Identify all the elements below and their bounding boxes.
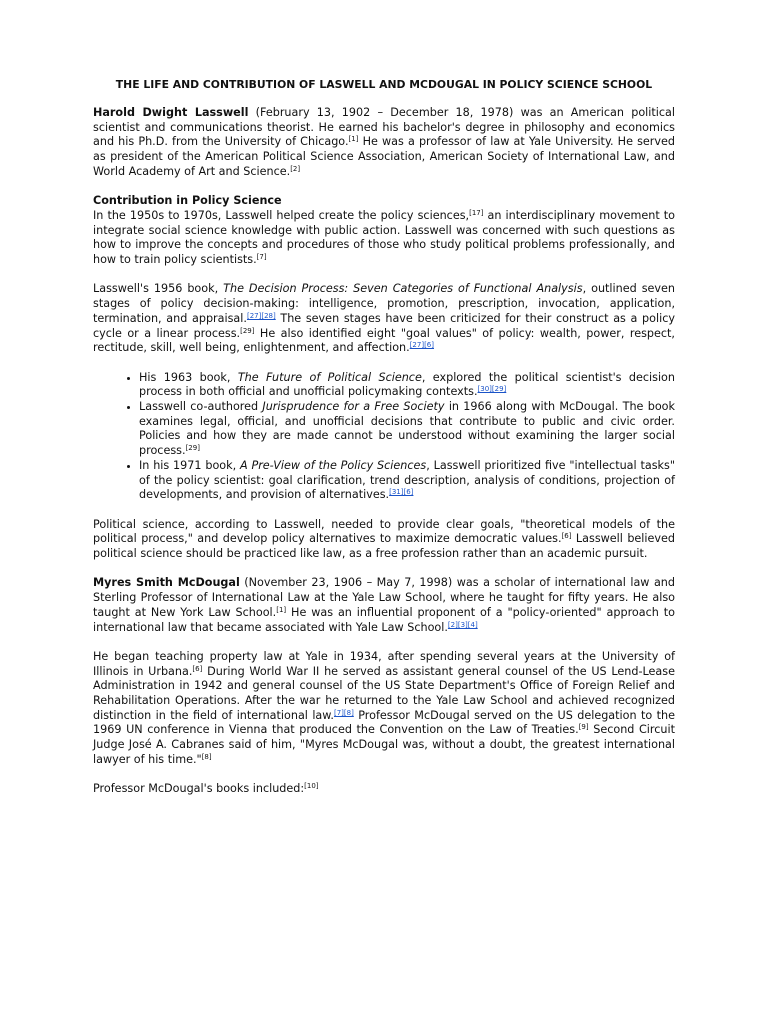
- citation: [17]: [469, 208, 484, 217]
- citation: [1]: [348, 135, 359, 144]
- citation: [8]: [201, 752, 212, 761]
- book-title: Jurisprudence for a Free Society: [262, 400, 445, 414]
- decision-process-paragraph: Lasswell's 1956 book, The Decision Process: Seven Categories of Functional Analysis, outlined seven stages of policy decision-making: intelligence, promotion, prescription, invocation, application, termination, and appraisal.[27][28] The seven stages have been criticized for their construct as a policy cycle or a linear process.[29] He also identified eight "goal values" of policy: wealth, power, respect, rectitude, skill, well being, enlightenment, and affection.[27][6]: [93, 282, 675, 355]
- list-item: • His 1963 book, The Future of Political Science, explored the political scientist's decision process in both official and unofficial policymaking contexts.[30][29]: [139, 371, 675, 400]
- book-title: A Pre-View of the Policy Sciences: [239, 458, 427, 472]
- mcdougal-bio-paragraph: Myres Smith McDougal (November 23, 1906 – May 7, 1998) was a scholar of international law and Sterling Professor of International Law at the Yale Law School, where he taught for fifty years. He also taught at New York Law School.[1] He was an influential proponent of a "policy-oriented" approach to international law that became associated with Yale Law School.[2][3][4]: [93, 576, 675, 634]
- citation: [29]: [240, 326, 255, 335]
- citation-link[interactable]: [27][6]: [409, 341, 434, 350]
- citation: [7]: [256, 253, 267, 262]
- citation: [29]: [185, 444, 200, 453]
- books-intro-paragraph: Professor McDougal's books included:[10]: [93, 782, 319, 796]
- book-title: The Future of Political Science: [237, 370, 422, 384]
- lasswell-name: Harold Dwight Lasswell: [93, 106, 249, 119]
- political-science-paragraph: Political science, according to Lasswell, needed to provide clear goals, "theoretical models of the political process," and develop policy alternatives to maximize democratic values.[6] Lasswell believed political science should be practiced like law, as a free profession rather than an academic pursuit.: [93, 517, 676, 561]
- mcdougal-name: Myres Smith McDougal: [93, 576, 240, 590]
- citation-link[interactable]: [30][29]: [477, 385, 507, 394]
- citation-link[interactable]: [2][3][4]: [447, 620, 478, 629]
- citation: [9]: [578, 723, 589, 732]
- list-item: • Lasswell co-authored Jurisprudence for a Free Society in 1966 along with McDougal. The book examines legal, official, and unofficial decisions that contribute to public and civic order. Policies and how they are made cannot be understood without examining the larger social process.[29]: [139, 400, 675, 459]
- citation: [10]: [304, 782, 319, 791]
- citation: [6]: [561, 532, 572, 541]
- contribution-heading: Contribution in Policy Science: [93, 194, 282, 208]
- mcdougal-career-paragraph: He began teaching property law at Yale in 1934, after spending several years at the University of Illinois in Urbana.[6] During World War II he served as assistant general counsel of the US Lend-Lease Administration in 1942 and general counsel of the US State Department's Office of Foreign Relief and Rehabilitation Operations. After the war he returned to the Yale Law School and achieved recognized distinction in the field of international law.[7][8] Professor McDougal served on the US delegation to the 1969 UN conference in Vienna that produced the Convention on the Law of Treaties.[9] Second Circuit Judge José A. Cabranes said of him, "Myres McDougal was, without a doubt, the greatest international lawyer of his time."[8]: [93, 649, 676, 766]
- document-title: THE LIFE AND CONTRIBUTION OF LASWELL AND MCDOUGAL IN POLICY SCIENCE SCHOOL: [115, 78, 653, 91]
- book-title: The Decision Process: Seven Categories of Functional Analysis: [223, 282, 583, 296]
- citation-link[interactable]: [31][6]: [389, 488, 414, 497]
- citation: [1]: [276, 605, 287, 614]
- policy-sciences-paragraph: In the 1950s to 1970s, Lasswell helped create the policy sciences,[17] an interdisciplinary movement to integrate social science knowledge with public action. Lasswell was concerned with such questions as how to improve the concepts and procedures of those who study political problems professionally, and how to train policy scientists.[7]: [93, 208, 676, 267]
- citation: [2]: [290, 164, 301, 173]
- books-bullet-list: [93, 371, 675, 503]
- citation: [6]: [192, 664, 203, 673]
- citation-link[interactable]: [27][28]: [246, 311, 276, 320]
- list-item: • In his 1971 book, A Pre-View of the Policy Sciences, Lasswell prioritized five "intellectual tasks" of the policy scientist: goal clarification, trend description, analysis of conditions, projection of developments, and provision of alternatives.[31][6]: [139, 459, 675, 503]
- citation-link[interactable]: [7][8]: [333, 708, 354, 717]
- lasswell-bio-paragraph: Harold Dwight Lasswell (February 13, 1902 – December 18, 1978) was an American political scientist and communications theorist. He earned his bachelor's degree in philosophy and economics and his Ph.D. from the University of Chicago.[1] He was a professor of law at Yale University. He served as president of the American Political Science Association, American Society of International Law, and World Academy of Art and Science.[2]: [93, 106, 675, 178]
